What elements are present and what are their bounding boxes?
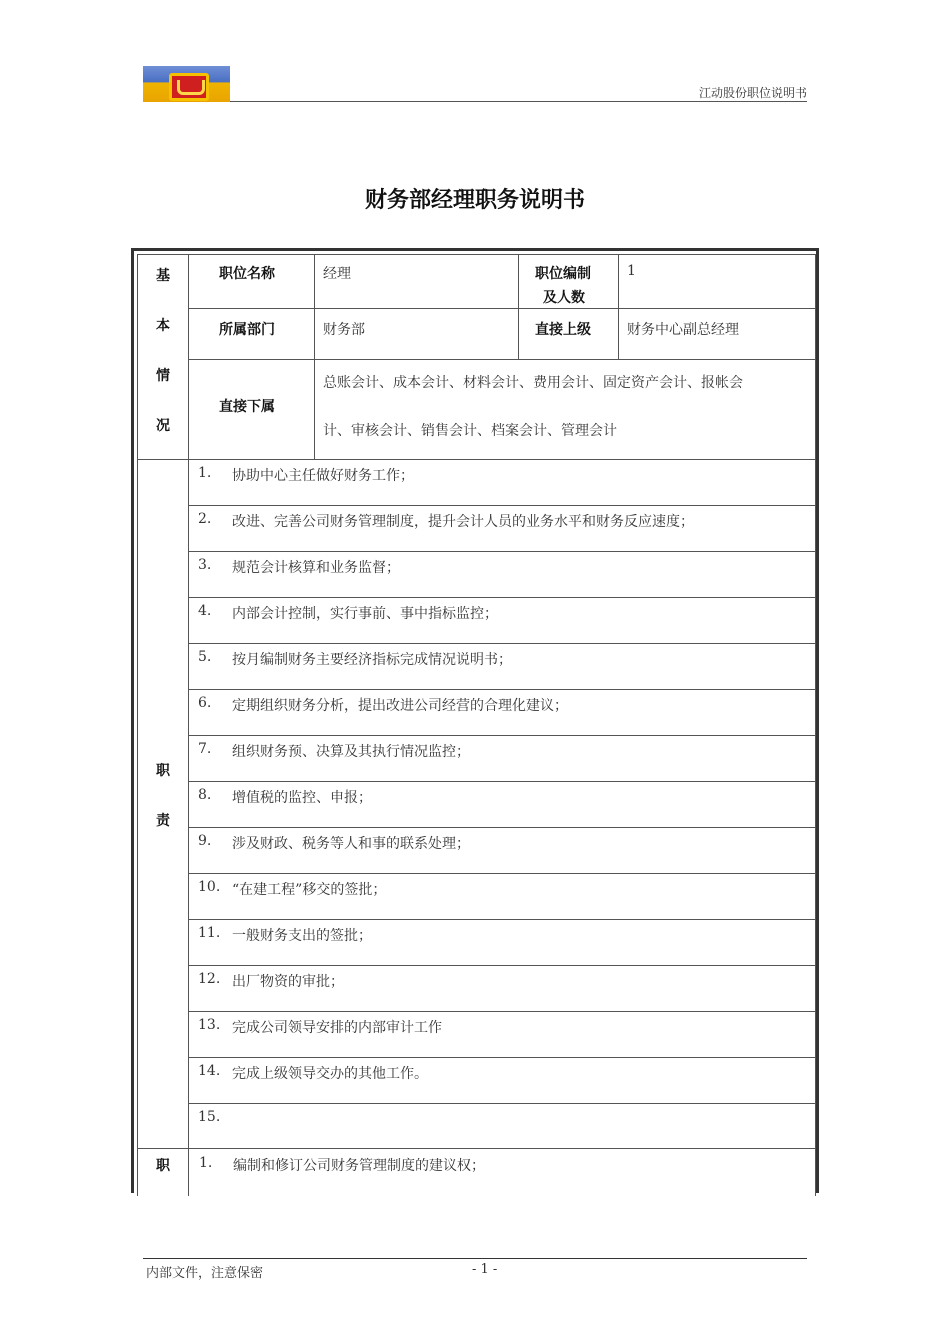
page-number: - 1 - (472, 1262, 498, 1277)
list-item: 12. 出厂物资的审批； (188, 966, 816, 1012)
department-label-cell (188, 308, 315, 360)
list-item: 7. 组织财务预、决算及其执行情况监控； (188, 736, 816, 782)
basic-section-char: 况 (156, 418, 170, 434)
list-item: 10. “在建工程”移交的签批； (188, 874, 816, 920)
list-item: 13. 完成公司领导安排的内部审计工作 (188, 1012, 816, 1058)
duties-section-label (137, 459, 189, 1149)
position-name-value-cell (314, 254, 519, 309)
authority-section-label (137, 1148, 189, 1196)
list-item: 5. 按月编制财务主要经济指标完成情况说明书； (188, 644, 816, 690)
authority-item-num: 1. (199, 1155, 213, 1171)
authority-item-cell (188, 1148, 816, 1196)
headcount-label-line1: 职位编制 (535, 266, 591, 282)
basic-section-char: 情 (156, 368, 170, 384)
header-title: 江动股份职位说明书 (698, 86, 807, 100)
jd-logo-mark-icon (169, 73, 209, 101)
supervisor-value-cell (618, 308, 816, 360)
subordinates-line-2: 计、审核会计、销售会计、档案会计、管理会计 (323, 423, 617, 439)
list-item: 11. 一般财务支出的签批； (188, 920, 816, 966)
subordinates-label: 直接下属 (219, 399, 275, 415)
footer-rule (143, 1258, 807, 1259)
basic-section-label (137, 254, 189, 460)
list-item: 14. 完成上级领导交办的其他工作。 (188, 1058, 816, 1104)
authority-item-text: 编制和修订公司财务管理制度的建议权； (233, 1158, 485, 1174)
list-item: 6. 定期组织财务分析，提出改进公司经营的合理化建议； (188, 690, 816, 736)
headcount-value-cell (618, 254, 816, 309)
document-title: 财务部经理职务说明书 (364, 188, 585, 213)
supervisor-label-cell (518, 308, 619, 360)
authority-section-char: 职 (156, 1158, 170, 1174)
supervisor-label: 直接上级 (535, 322, 591, 338)
basic-section-char: 本 (156, 318, 170, 334)
position-name-value: 经理 (323, 266, 351, 282)
position-name-label: 职位名称 (219, 266, 275, 282)
duties-section-char: 职 (156, 763, 170, 779)
department-value-cell (314, 308, 519, 360)
headcount-label-cell (518, 254, 619, 309)
list-item: 9. 涉及财政、税务等人和事的联系处理； (188, 828, 816, 874)
subordinates-line-1: 总账会计、成本会计、材料会计、费用会计、固定资产会计、报帐会 (323, 375, 743, 391)
list-item: 4. 内部会计控制，实行事前、事中指标监控； (188, 598, 816, 644)
list-item: 8. 增值税的监控、申报； (188, 782, 816, 828)
list-item: 2. 改进、完善公司财务管理制度，提升会计人员的业务水平和财务反应速度； (188, 506, 816, 552)
page-header (143, 66, 807, 102)
supervisor-value: 财务中心副总经理 (627, 322, 739, 338)
duties-section-char: 责 (156, 813, 170, 829)
headcount-label-line2: 及人数 (543, 290, 585, 306)
subordinates-label-cell (188, 359, 315, 460)
list-item: 3. 规范会计核算和业务监督； (188, 552, 816, 598)
list-item: 1. 协助中心主任做好财务工作； (188, 460, 816, 506)
position-name-label-cell (188, 254, 315, 309)
company-logo-icon (143, 66, 230, 102)
list-item: 15. (188, 1104, 816, 1149)
subordinates-value-cell (314, 359, 816, 460)
header-rule (230, 101, 807, 102)
department-label: 所属部门 (219, 322, 275, 338)
department-value: 财务部 (323, 322, 365, 338)
job-description-table (131, 248, 819, 1193)
headcount-value: 1 (627, 263, 636, 279)
basic-section-char: 基 (156, 268, 170, 284)
footer-confidential-note: 内部文件，注意保密 (146, 1266, 264, 1281)
